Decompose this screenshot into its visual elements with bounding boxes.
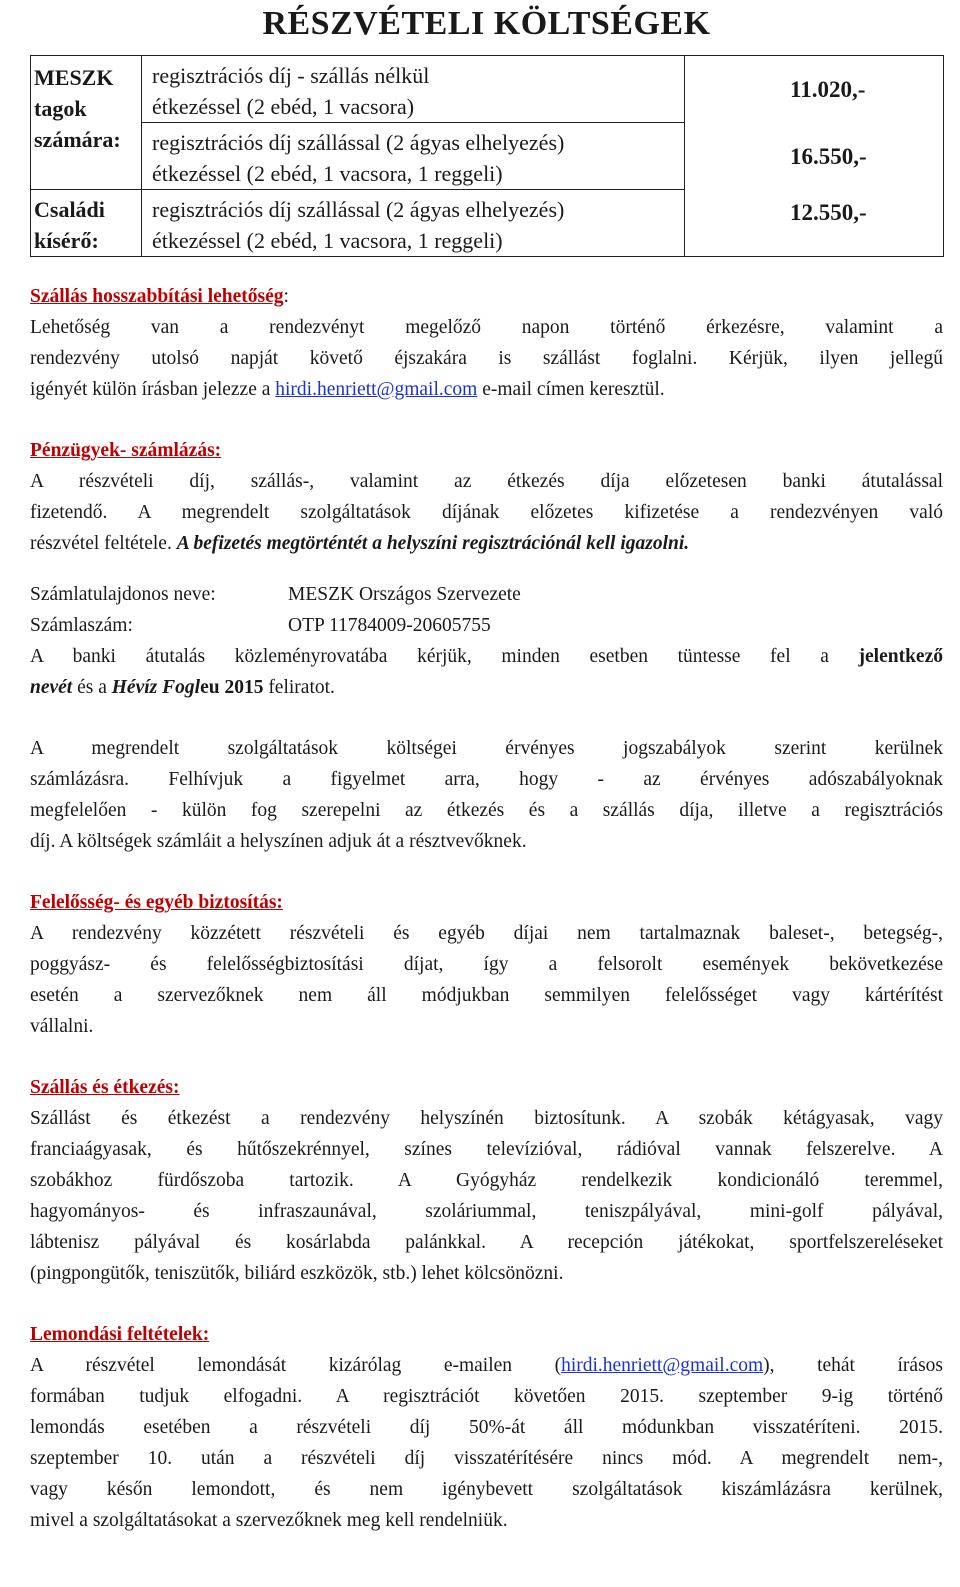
account-holder-row: Számlatulajdonos neve: MESZK Országos Szervezete (30, 584, 521, 605)
email-link[interactable]: hirdi.henriett@gmail.com (275, 379, 478, 400)
family-label-line: kísérő: (34, 228, 99, 253)
members-label-line: tagok (34, 96, 87, 121)
cancel-heading: Lemondási feltételek: (30, 1324, 210, 1345)
members-label-line: MESZK (34, 65, 114, 90)
finance-section (30, 435, 943, 857)
members-label-line: számára: (34, 127, 121, 152)
price-value: 11.020,- (790, 77, 866, 102)
desc-line: étkezéssel (2 ebéd, 1 vacsora, 1 reggeli) (152, 161, 503, 186)
transfer-note-line: nevét és a Hévíz Fogleu 2015 feliratot. (30, 677, 335, 698)
row-description (142, 123, 685, 190)
row-description (142, 56, 685, 123)
members-category (31, 56, 142, 190)
transfer-note-line: A banki átutalás közleményrovatába kérjük, minden esetben tüntesse fel a jelentkező (30, 646, 943, 667)
cost-table (30, 55, 944, 257)
desc-line: regisztrációs díj szállással (2 ágyas elhelyezés) (152, 130, 565, 155)
extension-line: igényét külön írásban jelezze a hirdi.henriett@gmail.com e-mail címen keresztül. (30, 379, 665, 400)
extension-line: rendezvény utolsó napját követő éjszakára is szállást foglalni. Kérjük, ilyen jellegű (30, 348, 943, 369)
email-link[interactable]: hirdi.henriett@gmail.com (561, 1355, 764, 1376)
price-value: 16.550,- (790, 144, 867, 169)
desc-line: étkezéssel (2 ebéd, 1 vacsora, 1 reggeli) (152, 228, 503, 253)
desc-line: regisztrációs díj szállással (2 ágyas elhelyezés) (152, 197, 565, 222)
desc-line: regisztrációs díj - szállás nélkül (152, 63, 430, 88)
page-title: RÉSZVÉTELI KÖLTSÉGEK (262, 5, 711, 42)
price-value: 12.550,- (790, 200, 867, 225)
table-row (31, 56, 944, 123)
finance-heading: Pénzügyek- számlázás: (30, 440, 222, 461)
insurance-section: Felelősség- és egyéb biztosítás: A rendezvény közzétett részvételi és egyéb díjai nem tartalmaznak baleset-, betegség-, poggyász- és felelősségbiztosítási díjat, így a felsorolt események bekövetkezése esetén a szervezőknek nem áll módjukban semmilyen felelősséget vagy kártérítést vállalni. (30, 887, 943, 1042)
finance-line: részvétel feltétele. A befizetés megtörténtét a helyszíni regisztrációnál kell igazolni. (30, 533, 690, 554)
lodging-heading: Szállás és étkezés: (30, 1077, 180, 1098)
invoice-paragraph: A megrendelt szolgáltatások költségei érvényes jogszabályok szerint kerülnek számlázásra. Felhívjuk a figyelmet arra, hogy - az érvényes adószabályoknak megfelelően - külön fog szerepelni az étkezés és a szállás díja, illetve a regisztrációs díj. A költségek számláit a helyszínen adjuk át a résztvevőknek. (30, 738, 943, 852)
extension-line: Lehetőség van a rendezvényt megelőző napon történő érkezésre, valamint a (30, 317, 943, 338)
extension-heading: Szállás hosszabbítási lehetőség: (30, 286, 289, 307)
row-description (142, 190, 685, 257)
price-column (685, 56, 944, 257)
finance-line: A részvételi díj, szállás-, valamint az étkezés díja előzetesen banki átutalással (30, 471, 943, 492)
cancel-line: A részvétel lemondását kizárólag e-mailen (hirdi.henriett@gmail.com), tehát írásos (30, 1355, 943, 1376)
cancel-section: Lemondási feltételek: A részvétel lemondását kizárólag e-mailen (hirdi.henriett@gmail.com), tehát írásos formában tudjuk elfogadni. A regisztrációt követően 2015. szeptember 9-ig történő lemondás esetében a részvételi díj 50%-át áll módunkban visszatéríteni. 2015. szeptember 10. után a részvételi díj visszatérítésére nincs mód. A megrendelt nem-, vagy későn lemondott, és nem igénybevett szolgáltatások kiszámlázásra kerülnek, mivel a szolgáltatásokat a szervezőknek meg kell rendelniük. (30, 1319, 943, 1536)
family-category (31, 190, 142, 257)
finance-line: fizetendő. A megrendelt szolgáltatások díjának előzetes kifizetése a rendezvényen való (30, 502, 943, 523)
desc-line: étkezéssel (2 ebéd, 1 vacsora) (152, 94, 415, 119)
account-number-row: Számlaszám: OTP 11784009-20605755 (30, 615, 491, 636)
insurance-heading: Felelősség- és egyéb biztosítás: (30, 892, 283, 913)
extension-section (30, 281, 943, 405)
family-label-line: Családi (34, 197, 105, 222)
lodging-section: Szállás és étkezés: Szállást és étkezést a rendezvény helyszínén biztosítunk. A szobák kétágyasak, vagy franciaágyasak, és hűtőszekrénnyel, színes televízióval, rádióval vannak felszerelve. A szobákhoz fürdőszoba tartozik. A Gyógyház rendelkezik kondicionáló teremmel, hagyományos- és infraszaunával, szoláriummal, teniszpályával, mini-golf pályával, lábtenisz pályával és kosárlabda palánkkal. A recepción játékokat, sportfelszereléseket (pingpongütők, teniszütők, biliárd eszközök, stb.) lehet kölcsönözni. (30, 1072, 943, 1289)
bank-details (30, 579, 943, 641)
